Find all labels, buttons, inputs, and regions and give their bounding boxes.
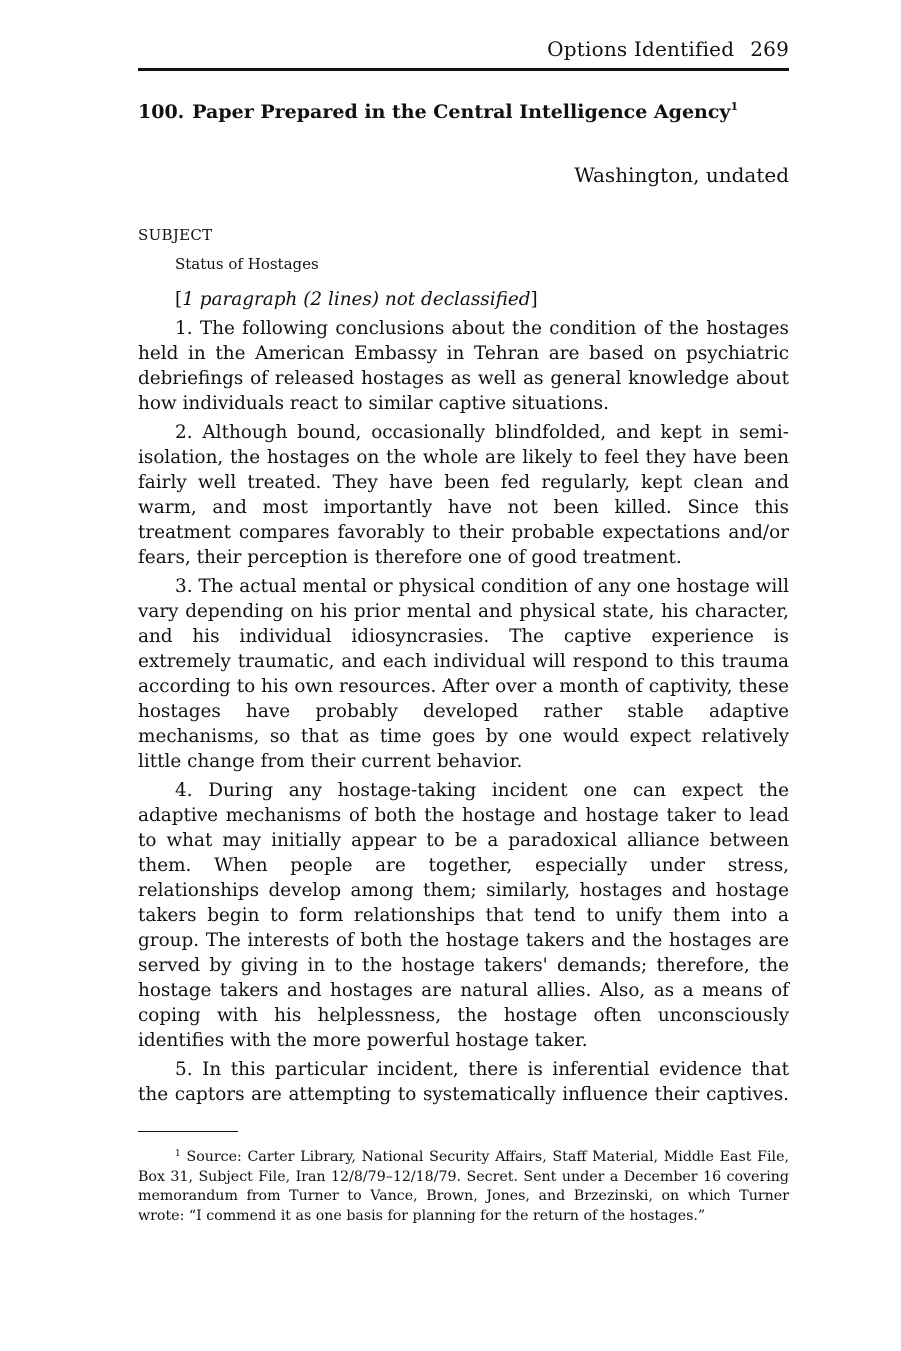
running-header [547, 37, 789, 61]
document-number: 100. [138, 101, 185, 123]
paragraph-5: 5. In this particular incident, there is inferential evidence that the captors are attempting to systematically influence their captives. [138, 1059, 789, 1105]
subject-label: SUBJECT [138, 226, 213, 244]
page-number: 269 [750, 37, 789, 61]
header-rule [138, 68, 789, 71]
footnote-marker: 1 [175, 1149, 181, 1159]
dateline: Washington, undated [574, 163, 789, 187]
redaction-note: [1 paragraph (2 lines) not declassified] [175, 289, 538, 310]
body-text [138, 287, 789, 1111]
paragraph-1: 1. The following conclusions about the condition of the hostages held in the American Embassy in Tehran are based on psychiatric debriefings of released hostages as well as general knowledge about how individuals react to similar captive situations. [138, 318, 789, 414]
paragraph-3: 3. The actual mental or physical condition of any one hostage will vary depending on his prior mental and physical state, his character, and his individual idiosyncrasies. The captive experience is extremely traumatic, and each individual will respond to this trauma according to his own resources. After over a month of captivity, these hostages have probably developed rather stable adaptive mechanisms, so that as time goes by one would expect relatively little change from their current behavior. [138, 576, 789, 772]
paragraph-4: 4. During any hostage-taking incident one can expect the adaptive mechanisms of both the hostage and hostage taker to lead to what may initially appear to be a paradoxical alliance between them. When people are together, especially under stress, relationships develop among them; similarly, hostages and hostage takers begin to form relationships that tend to unify them into a group. The interests of both the hostage takers and the hostages are served by giving in to the hostage takers' demands; therefore, the hostage takers and hostages are natural allies. Also, as a means of coping with his helplessness, the hostage often unconsciously identifies with the more powerful hostage taker. [138, 780, 789, 1051]
footnote [138, 1148, 789, 1226]
footnote-rule [138, 1131, 238, 1132]
document-heading [138, 101, 738, 123]
document-title: Paper Prepared in the Central Intelligence Agency [192, 101, 731, 123]
footnote-reference: 1 [730, 100, 739, 113]
subject-text: Status of Hostages [175, 255, 319, 273]
section-title: Options Identified [547, 37, 735, 61]
footnote-text: Source: Carter Library, National Security Affairs, Staff Material, Middle East File, Box 31, Subject File, Iran 12/8/79–12/18/79. Secret. Sent under a December 16 covering memorandum from Turner to Vance, Brown, Jones, and Brzezinski, on which Turner wrote: “I commend it as one basis for planning for the return of the hostages.” [138, 1149, 789, 1224]
paragraph-2: 2. Although bound, occasionally blindfolded, and kept in semi-isolation, the hostages on the whole are likely to feel they have been fairly well treated. They have been fed regularly, kept clean and warm, and most importantly have not been killed. Since this treatment compares favorably to their probable expectations and/or fears, their perception is therefore one of good treatment. [138, 422, 789, 568]
